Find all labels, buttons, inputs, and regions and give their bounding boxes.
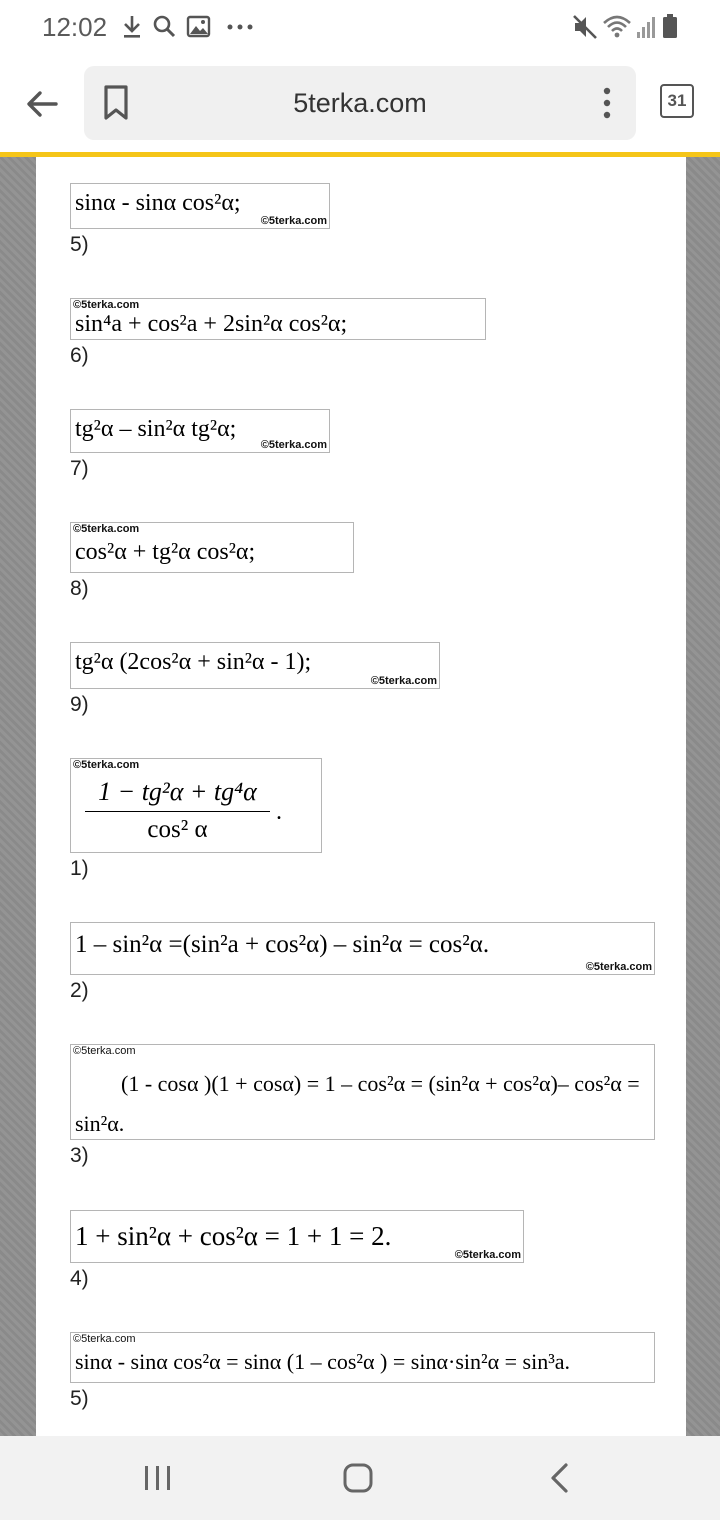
formula-image <box>70 409 330 453</box>
back-nav-icon[interactable] <box>538 1458 582 1498</box>
address-bar[interactable] <box>84 66 636 140</box>
image-icon <box>186 12 212 42</box>
watermark: ©5terka.com <box>585 961 652 973</box>
formula-image <box>70 298 486 340</box>
formula-text: tg²α (2cos²α + sin²α - 1); <box>75 649 312 675</box>
formula-image <box>70 1332 655 1383</box>
watermark: ©5terka.com <box>260 215 327 227</box>
formula-image <box>70 1210 524 1263</box>
mute-icon <box>572 12 598 42</box>
kebab-menu-icon[interactable] <box>594 84 620 122</box>
formula-image <box>70 183 330 229</box>
formula-text: cos²α + tg²α cos²α; <box>75 539 256 565</box>
formula-line-1: (1 - cosα )(1 + cosα) = 1 – cos²α = (sin²α + cos²α)– cos²α = <box>121 1071 640 1096</box>
item-number: 2) <box>70 979 89 1002</box>
browser-toolbar <box>0 54 720 152</box>
watermark: ©5terka.com <box>73 1333 136 1345</box>
item-number: 9) <box>70 693 89 716</box>
url-text[interactable]: 5terka.com <box>293 88 427 118</box>
item-number: 7) <box>70 457 89 480</box>
item-number: 3) <box>70 1144 89 1167</box>
watermark: ©5terka.com <box>73 1045 136 1057</box>
back-arrow-icon[interactable] <box>22 84 62 124</box>
formula-image <box>70 522 354 573</box>
formula-line-2: sin²α. <box>75 1111 125 1136</box>
watermark: ©5terka.com <box>73 299 140 311</box>
watermark: ©5terka.com <box>73 523 140 535</box>
wifi-icon <box>602 12 632 42</box>
download-icon <box>120 12 144 42</box>
battery-icon <box>662 12 678 42</box>
formula-text: sin⁴a + cos²a + 2sin²α cos²α; <box>75 311 348 337</box>
signal-icon <box>636 12 658 42</box>
watermark: ©5terka.com <box>73 759 140 771</box>
formula-text: 1 – sin²α =(sin²a + cos²α) – sin²α = cos²α. <box>75 931 490 958</box>
navigation-bar <box>0 1436 720 1520</box>
formula-text: sinα - sinα cos²α = sinα (1 – cos²α ) = sinα·sin²α = sin³a. <box>75 1349 571 1374</box>
bookmark-icon[interactable] <box>100 84 132 122</box>
watermark: ©5terka.com <box>454 1249 521 1261</box>
formula-image <box>70 922 655 975</box>
item-number: 6) <box>70 344 89 367</box>
formula-image <box>70 758 322 853</box>
watermark: ©5terka.com <box>370 675 437 687</box>
formula-text: sinα - sinα cos²α; <box>75 190 241 216</box>
formula-image <box>70 642 440 689</box>
item-number: 5) <box>70 1387 89 1410</box>
home-icon[interactable] <box>336 1458 380 1498</box>
recent-apps-icon[interactable] <box>136 1458 180 1498</box>
search-icon <box>152 12 178 42</box>
status-bar <box>0 0 720 54</box>
item-number: 4) <box>70 1267 89 1290</box>
fraction-tail: . <box>276 799 282 825</box>
formula-image <box>70 1044 655 1140</box>
formula-text: tg²α – sin²α tg²α; <box>75 416 237 442</box>
fraction-denominator: cos² α <box>147 816 208 843</box>
fraction-numerator: 1 − tg²α + tg⁴α <box>85 777 270 812</box>
formula-text: 1 + sin²α + cos²α = 1 + 1 = 2. <box>75 1221 392 1251</box>
item-number: 5) <box>70 233 89 256</box>
item-number: 1) <box>70 857 89 880</box>
status-time: 12:02 <box>42 12 108 42</box>
fraction <box>85 777 270 844</box>
watermark: ©5terka.com <box>260 439 327 451</box>
more-icon <box>226 12 254 42</box>
item-number: 8) <box>70 577 89 600</box>
tabs-count-button[interactable]: 31 <box>660 84 694 118</box>
